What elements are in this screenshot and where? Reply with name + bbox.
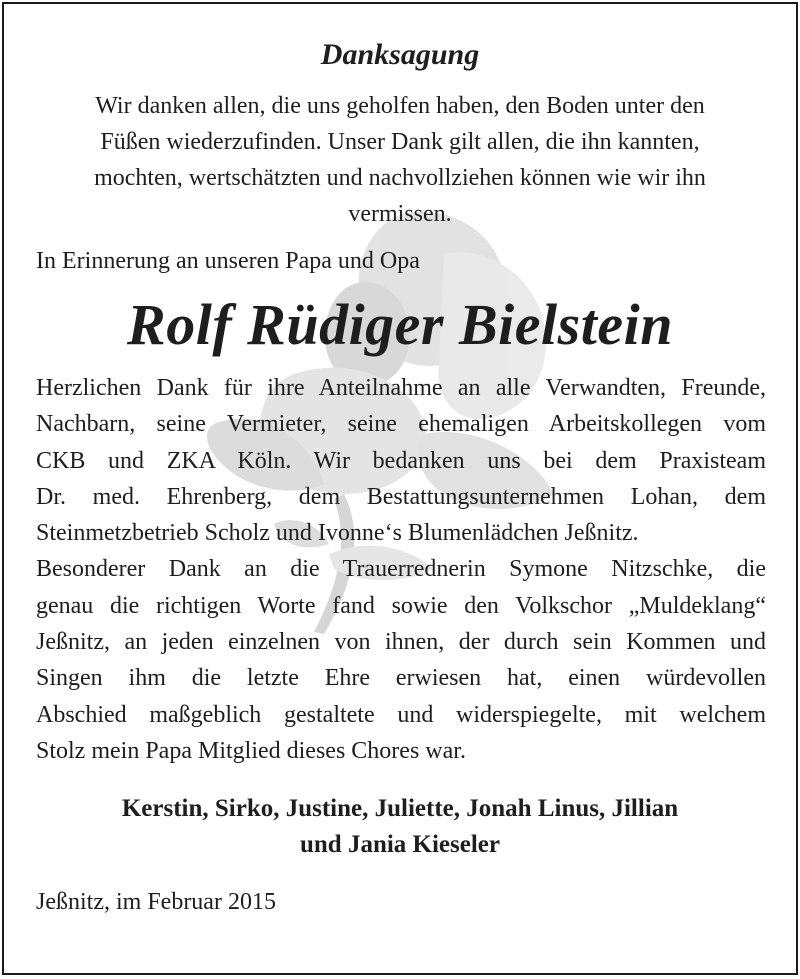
obituary-notice (2, 2, 798, 975)
intro-paragraph (34, 88, 766, 232)
deceased-name: Rolf Rüdiger Bielstein (127, 292, 673, 357)
intro-line: Wir danken allen, die uns geholfen haben, den Boden unter den (95, 93, 705, 119)
thanks-line: Jeßnitz, an jeden einzelnen von ihnen, der durch sein Kommen und (36, 629, 766, 656)
thanks-line: Herzlichen Dank für ihre Anteilnahme an alle Verwandten, Freunde, (36, 375, 766, 401)
signature-line: Kerstin, Sirko, Justine, Juliette, Jonah Linus, Jillian (121, 795, 679, 823)
thanks-line: genau die richtigen Worte fand sowie den Volkschor „Muldeklang“ (36, 592, 766, 619)
thanks-line: Nachbarn, seine Vermieter, seine ehemaligen Arbeitskollegen vom (36, 411, 766, 438)
place-date: Jeßnitz, im Februar 2015 (36, 889, 276, 916)
intro-line: Füßen wiederzufinden. Unser Dank gilt allen, die ihn kannten, (100, 129, 700, 155)
thanks-line: Steinmetzbetrieb Scholz und Ivonne‘s Blumenlädchen Jeßnitz. (36, 520, 639, 547)
thanks-line: Singen ihm die letzte Ehre erwiesen hat, einen würdevollen (36, 665, 766, 692)
thanks-line: Dr. med. Ehrenberg, dem Bestattungsunternehmen Lohan, dem (36, 483, 766, 510)
notice-heading: Danksagung (320, 38, 480, 71)
intro-line: vermissen. (348, 201, 452, 227)
thanks-line: Besonderer Dank an die Trauerrednerin Symone Nitzschke, die (36, 556, 766, 583)
thanks-line: Abschied maßgeblich gestaltete und widerspiegelte, mit welchem (36, 701, 766, 728)
intro-line: mochten, wertschätzten und nachvollziehen können wie wir ihn (94, 165, 706, 191)
thanks-paragraph (36, 370, 766, 769)
family-signature (34, 791, 766, 863)
memory-line: In Erinnerung an unseren Papa und Opa (36, 248, 420, 274)
thanks-line: CKB und ZKA Köln. Wir bedanken uns bei dem Praxisteam (36, 447, 766, 474)
signature-line: und Jania Kieseler (299, 831, 500, 859)
thanks-line: Stolz mein Papa Mitglied dieses Chores war. (36, 737, 466, 764)
